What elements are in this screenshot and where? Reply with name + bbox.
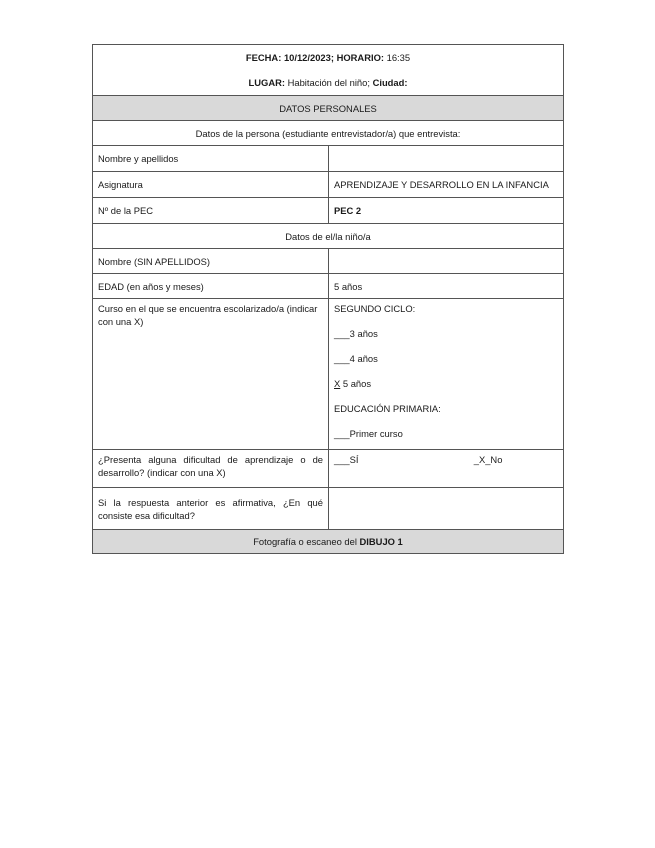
difficulty-label: ¿Presenta alguna dificultad de aprendizaje o de desarrollo? (indicar con una X) xyxy=(93,450,329,488)
followup-row xyxy=(93,488,564,530)
pec-label: Nº de la PEC xyxy=(93,198,329,224)
interview-form-table xyxy=(92,44,564,554)
pec-value-text: PEC 2 xyxy=(334,205,362,216)
option-3-mark: ___ xyxy=(334,328,350,339)
option-5-label: 5 años xyxy=(340,378,372,389)
child-heading-row xyxy=(93,224,564,249)
photo-row xyxy=(93,530,564,554)
interviewer-heading-row xyxy=(93,121,564,146)
interviewer-name-label: Nombre y apellidos xyxy=(93,146,329,172)
table-row xyxy=(93,172,564,198)
lugar-label: LUGAR: xyxy=(248,77,285,88)
photo-prefix: Fotografía o escaneo del xyxy=(253,536,357,547)
option-4-years xyxy=(334,352,558,365)
ciudad-label: Ciudad: xyxy=(372,77,408,88)
fecha-label: FECHA: xyxy=(245,52,282,63)
horario-label: HORARIO: xyxy=(336,52,384,63)
option-3-years xyxy=(334,327,558,340)
pec-value xyxy=(329,198,564,224)
photo-heading xyxy=(93,530,564,554)
course-label: Curso en el que se encuentra escolarizado/a (indicar con una X) xyxy=(93,299,329,450)
fecha-value: 10/12/2023; xyxy=(283,52,334,63)
table-row xyxy=(93,146,564,172)
ciclo-heading: SEGUNDO CICLO: xyxy=(334,303,416,314)
difficulty-row xyxy=(93,450,564,488)
photo-bold: DIBUJO 1 xyxy=(359,536,403,547)
place-line xyxy=(98,70,558,95)
subject-label: Asignatura xyxy=(93,172,329,198)
si-mark: ___ xyxy=(334,454,350,465)
course-row xyxy=(93,299,564,450)
interviewer-heading: Datos de la persona (estudiante entrevistador/a) que entrevista: xyxy=(93,121,564,146)
header-cell xyxy=(93,45,564,96)
option-5-mark: X xyxy=(334,378,341,389)
no-mark: _X_ xyxy=(473,454,491,465)
option-4-mark: ___ xyxy=(334,353,350,364)
age-label: EDAD (en años y meses) xyxy=(93,274,329,299)
child-name-label: Nombre (SIN APELLIDOS) xyxy=(93,249,329,274)
child-name-value xyxy=(329,249,564,274)
horario-value: 16:35 xyxy=(386,52,411,63)
followup-value xyxy=(329,488,564,530)
lugar-value: Habitación del niño; xyxy=(287,77,370,88)
table-row xyxy=(93,274,564,299)
age-value: 5 años xyxy=(329,274,564,299)
interviewer-name-value xyxy=(329,146,564,172)
primaria-heading: EDUCACIÓN PRIMARIA: xyxy=(334,403,441,414)
table-row xyxy=(93,198,564,224)
course-options xyxy=(329,299,564,450)
child-heading: Datos de el/la niño/a xyxy=(93,224,564,249)
option-4-label: 4 años xyxy=(349,353,378,364)
option-5-years xyxy=(334,377,558,390)
difficulty-answer xyxy=(329,450,564,488)
option-primer-curso xyxy=(334,427,558,440)
no-label: No xyxy=(490,454,503,465)
option-primero-mark: ___ xyxy=(334,428,350,439)
subject-value: APRENDIZAJE Y DESARROLLO EN LA INFANCIA xyxy=(329,172,564,198)
si-label: SÍ xyxy=(349,454,359,465)
option-3-label: 3 años xyxy=(349,328,378,339)
followup-label: Si la respuesta anterior es afirmativa, ¿En qué consiste esa dificultad? xyxy=(93,488,329,530)
date-time-line xyxy=(98,45,558,70)
personal-data-row xyxy=(93,96,564,121)
header-row xyxy=(93,45,564,96)
option-primero-label: Primer curso xyxy=(349,428,403,439)
table-row xyxy=(93,249,564,274)
personal-data-heading: DATOS PERSONALES xyxy=(93,96,564,121)
